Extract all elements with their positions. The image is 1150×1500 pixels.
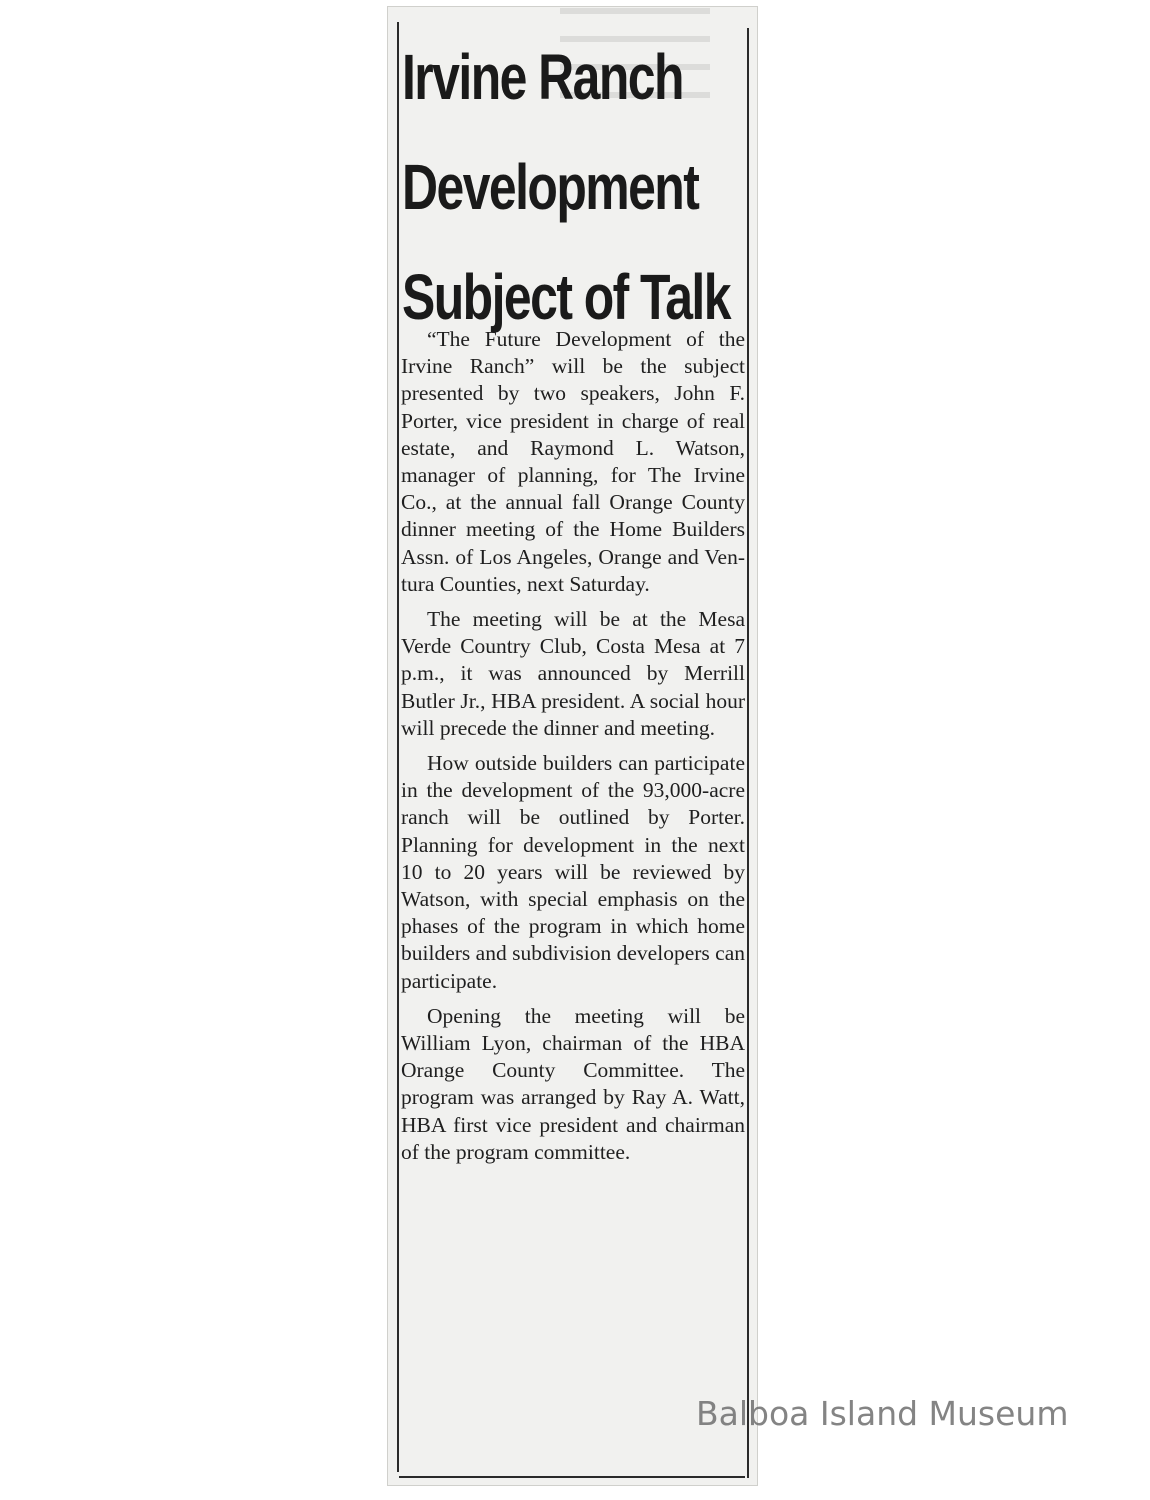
headline-line-1: Irvine Ranch (402, 41, 683, 113)
headline-line-2: Development (402, 151, 699, 223)
headline-line-3: Subject of Talk (402, 261, 730, 333)
column-rule-left (397, 22, 399, 1472)
article-paragraph-4: Opening the meeting will be William Lyon, chairman of the HBA Orange County Committee. The program was arranged by Ray A. Watt, HBA first vice president and chairman of the program committee. (401, 1003, 745, 1164)
article-paragraph-2: The meeting will be at the Mesa Verde Country Club, Costa Mesa at 7 p.m., it was announced by Merrill Butler Jr., HBA president. A social hour will precede the dinner and meeting. (401, 607, 745, 740)
column-rule-bottom (399, 1476, 745, 1478)
article-body (401, 326, 745, 1174)
article-paragraph-1: “The Future Development of the Irvine Ranch” will be the subject presented by two speakers, John F. Porter, vice president in charge of real estate, and Raymond L. Watson, manager of planning, for The Irvine Co., at the annual fall Orange County dinner meeting of the Home Builders Assn. of Los Angeles, Orange and Ventura Counties, next Saturday. (401, 327, 745, 596)
article-headline (402, 22, 730, 352)
adjacent-column-edge (752, 1035, 758, 1455)
column-rule-right (747, 28, 749, 1478)
article-paragraph-3: How outside builders can participate in the development of the 93,000-acre ranch will be outlined by Porter. Planning for development in the next 10 to 20 years will be reviewed by Watson, with special emphasis on the phases of the program in which home builders and subdivision developers can participate. (401, 751, 745, 993)
museum-watermark: Balboa Island Museum (696, 1394, 1069, 1433)
